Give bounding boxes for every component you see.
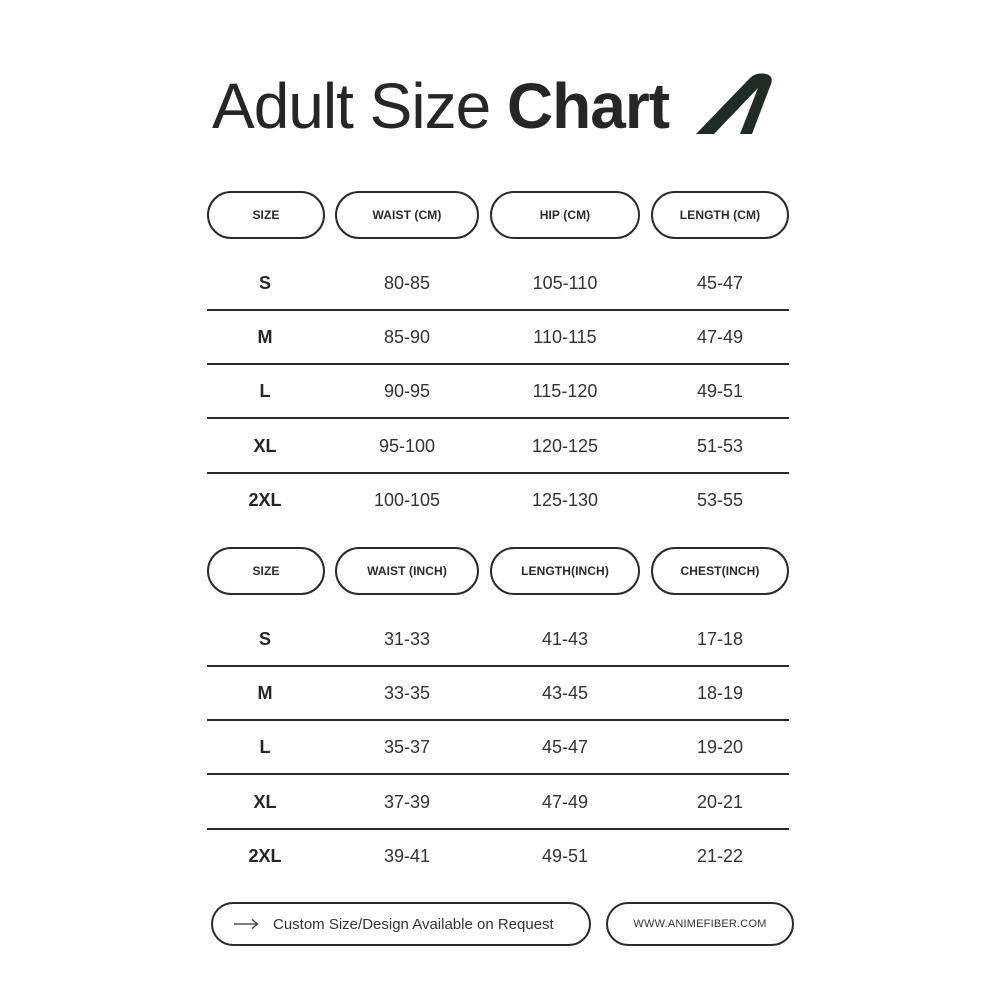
table-header-row	[0, 191, 1000, 239]
size-label: L	[259, 381, 271, 401]
measurement-cell: 20-21	[696, 792, 744, 812]
size-label: M	[257, 327, 273, 347]
table-row	[207, 420, 789, 474]
size-label: S	[258, 273, 271, 293]
measurement-cell: 19-20	[696, 737, 744, 757]
arrow-right-icon	[233, 918, 259, 930]
column-header: LENGTH(INCH)	[490, 547, 640, 595]
table-row	[207, 830, 789, 884]
website-url: WWW.ANIMEFIBER.COM	[633, 918, 767, 930]
measurement-cell: 49-51	[696, 381, 744, 401]
measurement-cell: 51-53	[696, 436, 744, 456]
measurement-cell: 47-49	[541, 792, 589, 812]
title-bold: Chart	[506, 70, 670, 142]
measurement-cell: 110-115	[533, 327, 597, 347]
column-header: LENGTH (CM)	[651, 191, 789, 239]
measurement-cell: 53-55	[696, 490, 744, 510]
title-light: Adult Size	[212, 70, 491, 142]
size-label: M	[257, 683, 273, 703]
measurement-cell: 95-100	[378, 436, 436, 456]
measurement-cell: 41-43	[541, 629, 589, 649]
row-divider	[207, 417, 789, 419]
measurement-cell: 115-120	[532, 381, 598, 401]
table-row	[207, 721, 789, 775]
size-label: 2XL	[248, 490, 282, 510]
measurement-cell: 120-125	[531, 436, 599, 456]
measurement-cell: 33-35	[383, 683, 431, 703]
size-label: XL	[253, 436, 277, 456]
size-label: S	[258, 629, 271, 649]
table-row	[207, 365, 789, 419]
measurement-cell: 90-95	[383, 381, 431, 401]
table-row	[207, 613, 789, 667]
measurement-cell: 37-39	[383, 792, 431, 812]
measurement-cell: 35-37	[383, 737, 431, 757]
measurement-cell: 47-49	[696, 327, 744, 347]
brand-logo-icon	[692, 72, 776, 136]
custom-size-text: Custom Size/Design Available on Request	[273, 915, 554, 933]
measurement-cell: 80-85	[383, 273, 431, 293]
custom-size-note	[211, 902, 591, 946]
measurement-cell: 85-90	[383, 327, 431, 347]
measurement-cell: 39-41	[383, 846, 431, 866]
size-label: 2XL	[248, 846, 282, 866]
measurement-cell: 43-45	[541, 683, 589, 703]
table-row	[207, 474, 789, 528]
column-header: SIZE	[207, 547, 325, 595]
table-header-row	[0, 547, 1000, 595]
table-row	[207, 776, 789, 830]
measurement-cell: 45-47	[541, 737, 589, 757]
measurement-cell: 125-130	[531, 490, 599, 510]
column-header: HIP (CM)	[490, 191, 640, 239]
row-divider	[207, 773, 789, 775]
table-row	[207, 311, 789, 365]
measurement-cell: 100-105	[373, 490, 441, 510]
table-row	[207, 257, 789, 311]
measurement-cell: 105-110	[532, 273, 598, 293]
measurement-cell: 31-33	[383, 629, 431, 649]
measurement-cell: 17-18	[696, 629, 744, 649]
measurement-cell: 21-22	[696, 846, 744, 866]
measurement-cell: 49-51	[541, 846, 589, 866]
column-header: SIZE	[207, 191, 325, 239]
column-header: WAIST (CM)	[335, 191, 479, 239]
table-row	[207, 667, 789, 721]
page-title	[212, 70, 669, 142]
measurement-cell: 45-47	[696, 273, 744, 293]
size-label: L	[259, 737, 271, 757]
website-link[interactable]	[606, 902, 794, 946]
measurement-cell: 18-19	[696, 683, 744, 703]
column-header: WAIST (INCH)	[335, 547, 479, 595]
column-header: CHEST(INCH)	[651, 547, 789, 595]
size-label: XL	[253, 792, 277, 812]
